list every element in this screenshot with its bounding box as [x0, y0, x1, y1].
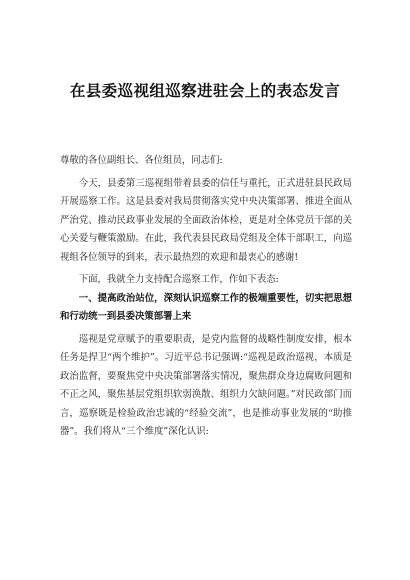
paragraph-section-1: 巡视是党章赋予的重要职责，是党内监督的战略性制度安排，根本任务是捍卫“两个维护”。习近平总书记强调:“巡视是政治巡视，本质是政治监督，要聚焦党中央决策部署落实情况，聚焦群众身边腐败问题和不正之风，聚焦基层党组织软弱涣散、组织力欠缺问题。”对民政部门而言，巡察既是检验政治忠诚的“经验交流”，也是推动事业发展的“助推器”。我们将从“三个维度”深化认识: — [60, 333, 352, 437]
paragraph-statement: 下面，我就全力支持配合巡察工作，作如下表态: — [78, 274, 279, 285]
document-body — [60, 152, 352, 442]
salutation: 尊敬的各位副组长、各位组员，同志们: — [60, 155, 223, 166]
document-title: 在县委巡视组巡察进驻会上的表态发言 — [69, 82, 341, 100]
paragraph-intro: 今天，县委第三巡视组带着县委的信任与重托，正式进驻县民政局开展巡察工作。这是县委对我局贯彻落实党中央决策部署、推进全面从严治党、推动民政事业发展的全面政治体检，更是对全体党员干部的关心关爱与鞭策激励。在此，我代表县民政局党组及全体干部职工，向巡视组各位领导的到来，表示最热烈的欢迎和最衷心的感谢! — [60, 177, 352, 263]
section-heading-1: 一、提高政治站位，深刻认识巡察工作的极端重要性，切实把思想和行动统一到县委决策部署上来 — [60, 292, 352, 322]
